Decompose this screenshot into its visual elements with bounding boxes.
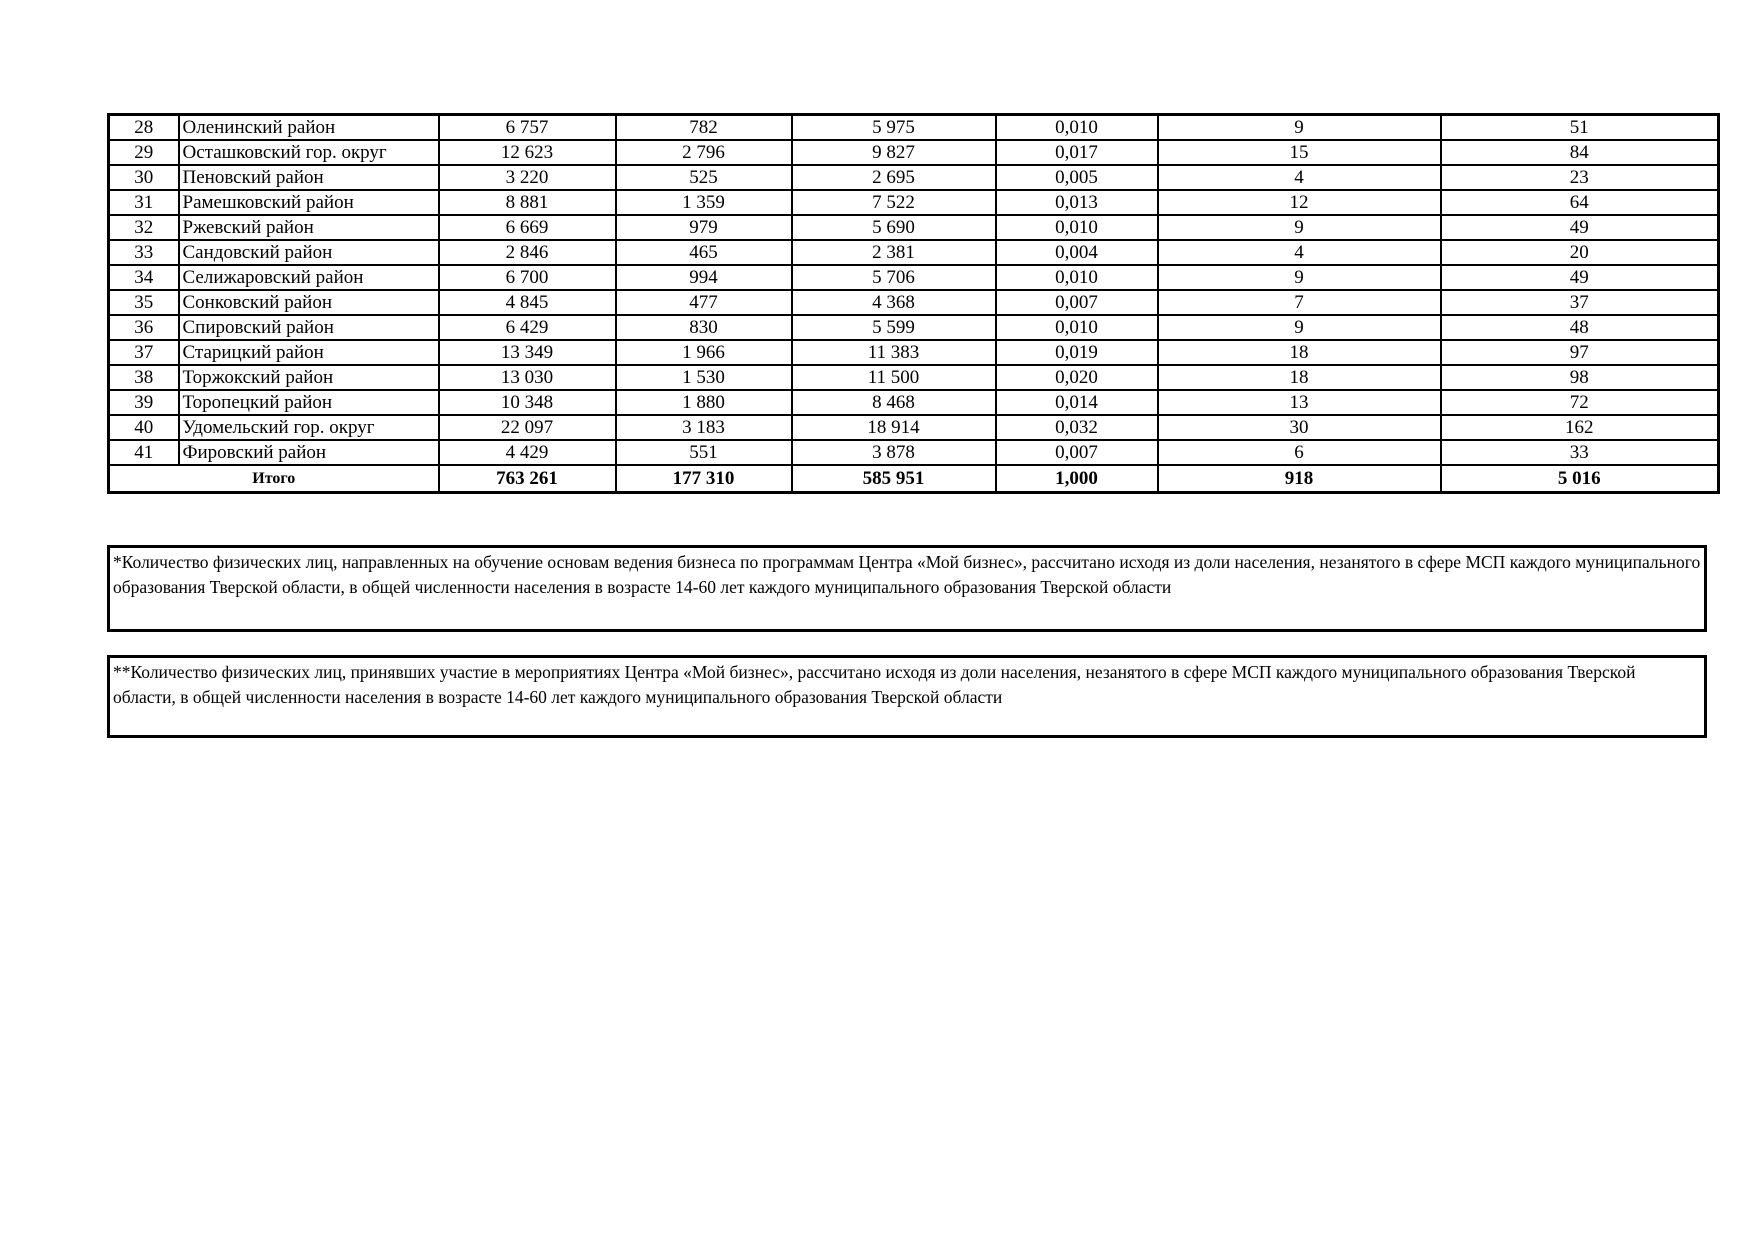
col-2-value: 1 880 <box>616 390 792 415</box>
col-1-value: 13 349 <box>439 340 616 365</box>
col-5-value: 18 <box>1158 340 1441 365</box>
district-name: Старицкий район <box>179 340 439 365</box>
col-1-value: 8 881 <box>439 190 616 215</box>
col-2-value: 525 <box>616 165 792 190</box>
row-number: 34 <box>109 265 179 290</box>
row-number: 28 <box>109 115 179 141</box>
col-1-value: 6 700 <box>439 265 616 290</box>
col-3-value: 5 706 <box>792 265 996 290</box>
row-number: 38 <box>109 365 179 390</box>
col-6-value: 49 <box>1441 265 1719 290</box>
row-number: 30 <box>109 165 179 190</box>
col-4-value: 0,010 <box>996 115 1158 141</box>
col-1-value: 22 097 <box>439 415 616 440</box>
row-number: 37 <box>109 340 179 365</box>
col-6-value: 20 <box>1441 240 1719 265</box>
total-col-1: 763 261 <box>439 465 616 493</box>
col-3-value: 11 383 <box>792 340 996 365</box>
col-4-value: 0,032 <box>996 415 1158 440</box>
col-1-value: 3 220 <box>439 165 616 190</box>
col-2-value: 2 796 <box>616 140 792 165</box>
col-5-value: 7 <box>1158 290 1441 315</box>
total-col-5: 918 <box>1158 465 1441 493</box>
table-row <box>109 340 1719 365</box>
col-2-value: 551 <box>616 440 792 465</box>
district-name: Торопецкий район <box>179 390 439 415</box>
table-row <box>109 365 1719 390</box>
col-5-value: 12 <box>1158 190 1441 215</box>
col-3-value: 8 468 <box>792 390 996 415</box>
district-name: Торжокский район <box>179 365 439 390</box>
col-5-value: 15 <box>1158 140 1441 165</box>
col-1-value: 2 846 <box>439 240 616 265</box>
district-name: Осташковский гор. округ <box>179 140 439 165</box>
col-6-value: 162 <box>1441 415 1719 440</box>
col-3-value: 7 522 <box>792 190 996 215</box>
row-number: 36 <box>109 315 179 340</box>
col-4-value: 0,007 <box>996 440 1158 465</box>
col-1-value: 6 669 <box>439 215 616 240</box>
district-name: Пеновский район <box>179 165 439 190</box>
col-4-value: 0,010 <box>996 215 1158 240</box>
total-row <box>109 465 1719 493</box>
col-6-value: 51 <box>1441 115 1719 141</box>
row-number: 31 <box>109 190 179 215</box>
col-6-value: 98 <box>1441 365 1719 390</box>
table-row <box>109 440 1719 465</box>
col-6-value: 97 <box>1441 340 1719 365</box>
col-4-value: 0,020 <box>996 365 1158 390</box>
col-5-value: 6 <box>1158 440 1441 465</box>
col-6-value: 84 <box>1441 140 1719 165</box>
col-3-value: 2 695 <box>792 165 996 190</box>
table-row <box>109 315 1719 340</box>
col-5-value: 9 <box>1158 215 1441 240</box>
row-number: 41 <box>109 440 179 465</box>
district-name: Ржевский район <box>179 215 439 240</box>
col-3-value: 3 878 <box>792 440 996 465</box>
col-3-value: 9 827 <box>792 140 996 165</box>
col-3-value: 5 599 <box>792 315 996 340</box>
col-2-value: 994 <box>616 265 792 290</box>
col-4-value: 0,004 <box>996 240 1158 265</box>
col-6-value: 23 <box>1441 165 1719 190</box>
table-row <box>109 115 1719 141</box>
table-row <box>109 190 1719 215</box>
col-5-value: 4 <box>1158 240 1441 265</box>
col-1-value: 4 845 <box>439 290 616 315</box>
col-4-value: 0,010 <box>996 265 1158 290</box>
col-6-value: 33 <box>1441 440 1719 465</box>
table-row <box>109 290 1719 315</box>
col-1-value: 6 757 <box>439 115 616 141</box>
table-row <box>109 140 1719 165</box>
row-number: 39 <box>109 390 179 415</box>
col-4-value: 0,019 <box>996 340 1158 365</box>
row-number: 35 <box>109 290 179 315</box>
col-1-value: 6 429 <box>439 315 616 340</box>
col-6-value: 49 <box>1441 215 1719 240</box>
table-row <box>109 215 1719 240</box>
col-6-value: 64 <box>1441 190 1719 215</box>
district-name: Рамешковский район <box>179 190 439 215</box>
col-4-value: 0,010 <box>996 315 1158 340</box>
col-5-value: 30 <box>1158 415 1441 440</box>
row-number: 40 <box>109 415 179 440</box>
total-col-2: 177 310 <box>616 465 792 493</box>
col-2-value: 3 183 <box>616 415 792 440</box>
col-3-value: 5 690 <box>792 215 996 240</box>
table-row <box>109 390 1719 415</box>
total-col-4: 1,000 <box>996 465 1158 493</box>
col-5-value: 9 <box>1158 265 1441 290</box>
col-6-value: 72 <box>1441 390 1719 415</box>
col-5-value: 9 <box>1158 115 1441 141</box>
col-3-value: 2 381 <box>792 240 996 265</box>
col-3-value: 18 914 <box>792 415 996 440</box>
col-2-value: 465 <box>616 240 792 265</box>
table-row <box>109 415 1719 440</box>
col-1-value: 12 623 <box>439 140 616 165</box>
district-name: Селижаровский район <box>179 265 439 290</box>
col-2-value: 1 359 <box>616 190 792 215</box>
col-1-value: 10 348 <box>439 390 616 415</box>
col-4-value: 0,013 <box>996 190 1158 215</box>
district-name: Удомельский гор. округ <box>179 415 439 440</box>
footnote-1: *Количество физических лиц, направленных на обучение основам ведения бизнеса по программам Центра «Мой бизнес», рассчитано исходя из доли населения, незанятого в сфере МСП каждого муниципального образования Тверской области, в общей численности населения в возрасте 14-60 лет каждого муниципального образования Тверской области <box>107 545 1707 632</box>
table-row <box>109 165 1719 190</box>
col-3-value: 5 975 <box>792 115 996 141</box>
col-3-value: 11 500 <box>792 365 996 390</box>
row-number: 32 <box>109 215 179 240</box>
district-name: Сонковский район <box>179 290 439 315</box>
table-row <box>109 240 1719 265</box>
col-2-value: 1 966 <box>616 340 792 365</box>
footnote-2: **Количество физических лиц, принявших участие в мероприятиях Центра «Мой бизнес», рассчитано исходя из доли населения, незанятого в сфере МСП каждого муниципального образования Тверской области, в общей численности населения в возрасте 14-60 лет каждого муниципального образования Тверской области <box>107 655 1707 738</box>
district-name: Сандовский район <box>179 240 439 265</box>
col-2-value: 477 <box>616 290 792 315</box>
col-1-value: 13 030 <box>439 365 616 390</box>
row-number: 29 <box>109 140 179 165</box>
col-6-value: 48 <box>1441 315 1719 340</box>
district-name: Оленинский район <box>179 115 439 141</box>
district-name: Спировский район <box>179 315 439 340</box>
col-1-value: 4 429 <box>439 440 616 465</box>
row-number: 33 <box>109 240 179 265</box>
total-col-3: 585 951 <box>792 465 996 493</box>
col-4-value: 0,005 <box>996 165 1158 190</box>
col-6-value: 37 <box>1441 290 1719 315</box>
col-2-value: 830 <box>616 315 792 340</box>
col-4-value: 0,014 <box>996 390 1158 415</box>
col-4-value: 0,017 <box>996 140 1158 165</box>
district-name: Фировский район <box>179 440 439 465</box>
col-4-value: 0,007 <box>996 290 1158 315</box>
table-row <box>109 265 1719 290</box>
col-2-value: 979 <box>616 215 792 240</box>
col-5-value: 9 <box>1158 315 1441 340</box>
col-3-value: 4 368 <box>792 290 996 315</box>
col-5-value: 13 <box>1158 390 1441 415</box>
total-col-6: 5 016 <box>1441 465 1719 493</box>
col-5-value: 18 <box>1158 365 1441 390</box>
total-label: Итого <box>109 465 439 493</box>
data-table <box>107 113 1720 494</box>
col-2-value: 1 530 <box>616 365 792 390</box>
col-5-value: 4 <box>1158 165 1441 190</box>
col-2-value: 782 <box>616 115 792 141</box>
